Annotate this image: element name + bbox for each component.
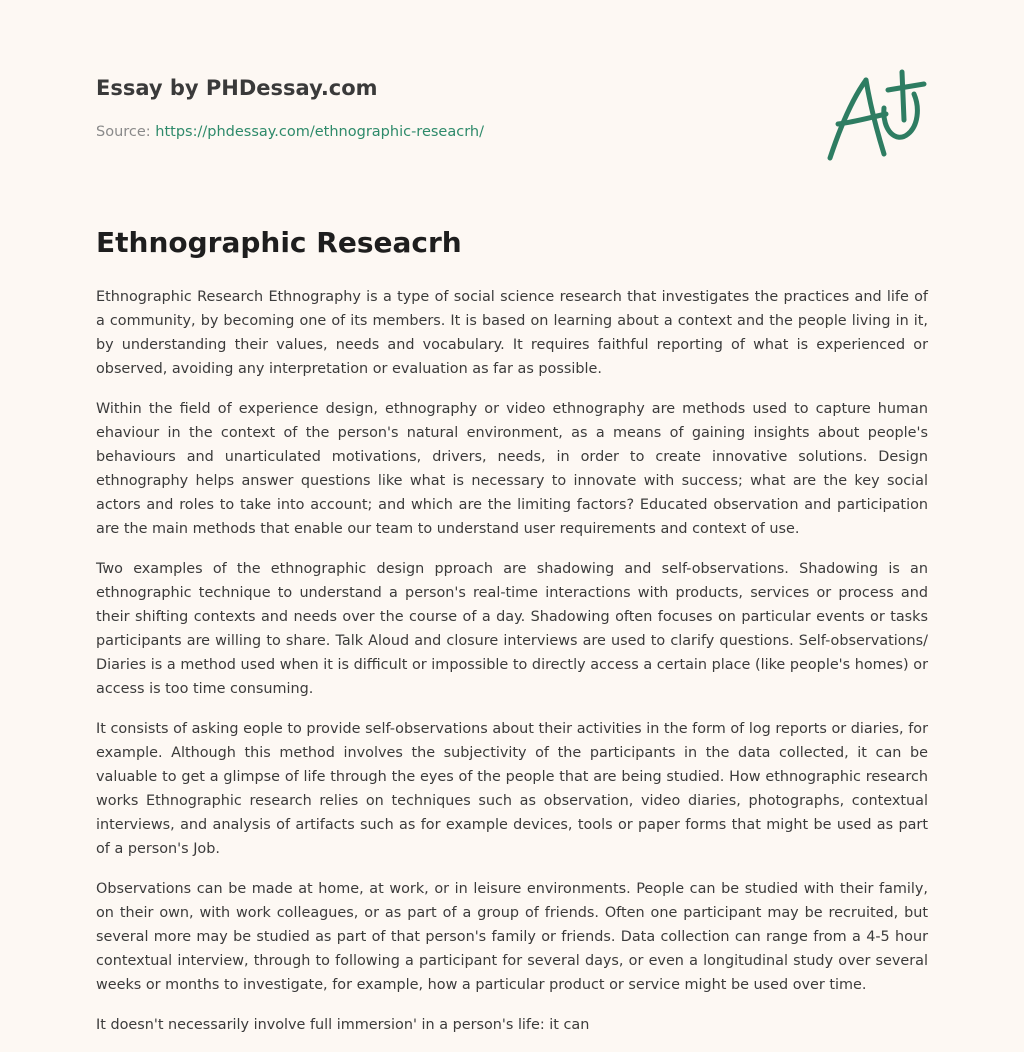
essay-body [96,285,928,1052]
source-label: Source: [96,124,156,140]
paragraph: It doesn't necessarily involve full immersion' in a person's life: it can [96,1017,590,1033]
source-link[interactable]: https://phdessay.com/ethnographic-reseacrh/ [155,124,484,140]
paragraph: Two examples of the ethnographic design pproach are shadowing and self-observations. Shadowing is an ethnographic technique to understand a person's real-time interactions with products, services or process and their shifting contexts and needs over the course of a day. Shadowing often focuses on particular events or tasks participants are willing to share. Talk Aloud and closure interviews are used to clarify questions. Self-observations/ Diaries is a method used when it is difficult or impossible to directly access a certain place (like people's homes) or access is too time consuming. [96,561,928,697]
essay-title: Ethnographic Reseacrh [96,226,462,259]
source-line [96,124,484,140]
paragraph: Observations can be made at home, at work, or in leisure environments. People can be studied with their family, on their own, with work colleagues, or as part of a group of friends. Often one participant may be recruited, but several more may be studied as part of that person's family or friends. Data collection can range from a 4-5 hour contextual interview, through to following a participant for several days, or even a longitudinal study over several weeks or months to investigate, for example, how a particular product or service might be used over time. [96,881,928,993]
paragraph: Within the field of experience design, ethnography or video ethnography are methods used to capture human ehaviour in the context of the person's natural environment, as a means of gaining insights about people's behaviours and unarticulated motivations, drivers, needs, in order to create innovative solutions. Design ethnography helps answer questions like what is necessary to innovate with success; what are the key social actors and roles to take into account; and which are the limiting factors? Educated observation and participation are the main methods that enable our team to understand user requirements and context of use. [96,401,928,537]
site-brand: Essay by PHDessay.com [96,76,378,100]
paragraph: It consists of asking eople to provide self-observations about their activities in the form of log reports or diaries, for example. Although this method involves the subjectivity of the participants in the data collected, it can be valuable to get a glimpse of life through the eyes of the people that are being studied. How ethnographic research works Ethnographic research relies on techniques such as observation, video diaries, photographs, contextual interviews, and analysis of artifacts such as for example devices, tools or paper forms that might be used as part of a person's Job. [96,721,928,857]
a-plus-grade-icon [824,68,928,164]
paragraph: Ethnographic Research Ethnography is a type of social science research that investigates the practices and life of a community, by becoming one of its members. It is based on learning about a context and the people living in it, by understanding their values, needs and vocabulary. It requires faithful reporting of what is experienced or observed, avoiding any interpretation or evaluation as far as possible. [96,289,928,377]
